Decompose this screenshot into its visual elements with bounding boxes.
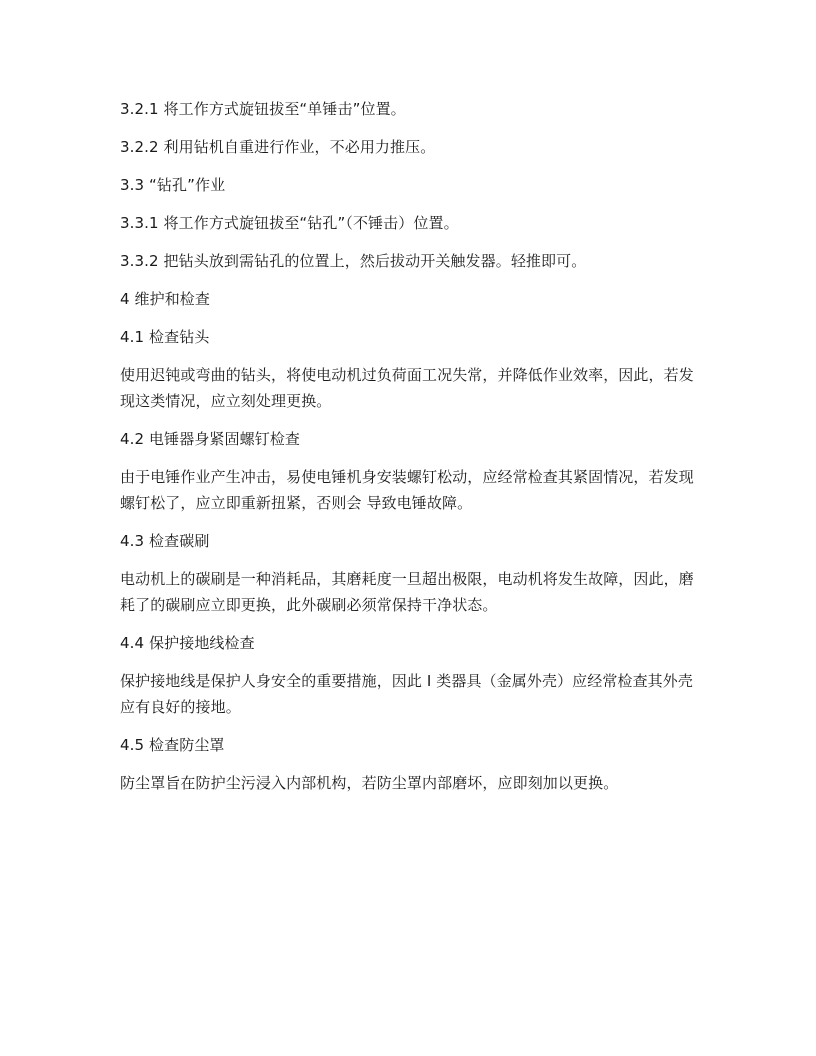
paragraph-4-5-body: 防尘罩旨在防护尘污浸入内部机构，若防尘罩内部磨坏，应即刻加以更换。 [120,774,619,792]
section-heading-4-3: 4.3 检查碳刷 [120,532,210,550]
paragraph-4-2-body: 由于电锤作业产生冲击，易使电锤机身安装螺钉松动，应经常检查其紧固情况，若发现螺钉松了，应立即重新扭紧，否则会 导致电锤故障。 [120,468,694,512]
section-heading-4: 4 维护和检查 [120,290,211,308]
paragraph-3-3-2: 3.3.2 把钻头放到需钻孔的位置上，然后拔动开关触发器。轻推即可。 [120,252,587,270]
paragraph-4-3-body: 电动机上的碳刷是一种消耗品，其磨耗度一旦超出极限，电动机将发生故障，因此，磨耗了的碳刷应立即更换，此外碳刷必须常保持干净状态。 [120,570,694,614]
section-heading-4-5: 4.5 检查防尘罩 [120,736,225,754]
section-heading-4-1: 4.1 检查钻头 [120,328,210,346]
paragraph-4-4-body: 保护接地线是保护人身安全的重要措施，因此 I 类器具（金属外壳）应经常检查其外壳应有良好的接地。 [120,672,693,716]
document-page [120,96,700,808]
paragraph-3-2-1: 3.2.1 将工作方式旋钮拔至“单锤击”位置。 [120,100,406,118]
section-heading-4-2: 4.2 电锤器身紧固螺钉检查 [120,430,301,448]
section-heading-4-4: 4.4 保护接地线检查 [120,634,255,652]
paragraph-3-2-2: 3.2.2 利用钻机自重进行作业，不必用力推压。 [120,138,436,156]
paragraph-4-1-body: 使用迟钝或弯曲的钻头，将使电动机过负荷面工况失常，并降低作业效率，因此，若发现这类情况，应立刻处理更换。 [120,366,694,410]
paragraph-3-3-1: 3.3.1 将工作方式旋钮拔至“钻孔”（不锤击）位置。 [120,214,459,232]
section-heading-3-3: 3.3 “钻孔”作业 [120,176,226,194]
